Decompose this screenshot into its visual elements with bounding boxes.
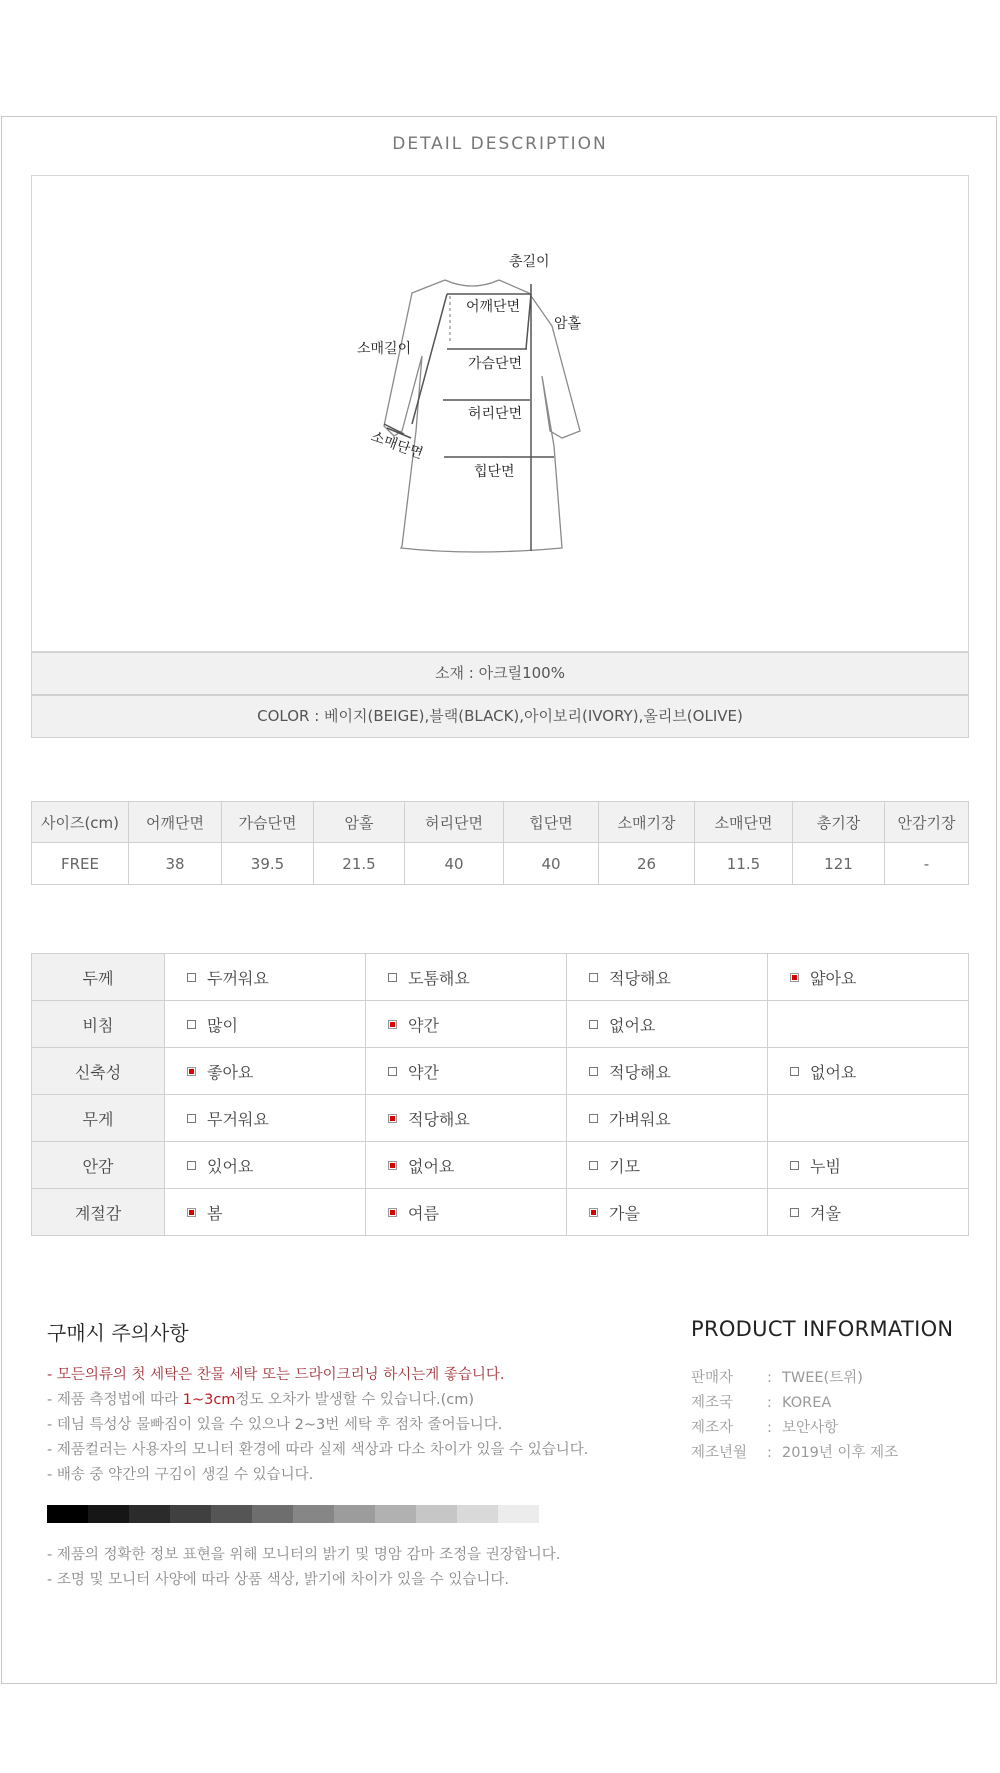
checked-box-icon [187,1208,196,1217]
checked-box-icon [388,1020,397,1029]
size-cell: 40 [405,843,504,885]
property-option-cell [768,1095,969,1142]
property-option-cell [366,1189,567,1236]
property-option [567,966,767,989]
info-value: TWEE(트위) [782,1370,863,1386]
property-option [768,1154,968,1177]
purchase-notice-heading: 구매시 주의사항 [47,1321,189,1345]
unchecked-box-icon [589,1020,598,1029]
unchecked-box-icon [388,973,397,982]
grayscale-swatch [129,1505,170,1523]
property-option-label: 많이 [207,1015,238,1035]
unchecked-box-icon [790,1161,799,1170]
unchecked-box-icon [589,973,598,982]
property-option-cell [366,954,567,1001]
grayscale-bar [47,1505,539,1523]
grayscale-swatch [47,1505,88,1523]
property-option-cell [768,1142,969,1189]
property-option [165,1013,365,1036]
property-option [366,1060,566,1083]
property-option-label: 적당해요 [408,1109,470,1129]
size-cell: FREE [32,843,129,885]
notice-item: - 조명 및 모니터 사양에 따라 상품 색상, 밝기에 차이가 있을 수 있습니다. [47,1572,509,1588]
label-sleeve-width: 소매단면 [368,428,425,463]
property-option-label: 적당해요 [609,968,671,988]
property-option-cell [567,1142,768,1189]
unchecked-box-icon [187,973,196,982]
size-cell: - [885,843,969,885]
property-label: 안감 [32,1142,165,1189]
unchecked-box-icon [187,1020,196,1029]
product-info-item [691,1391,898,1416]
size-header-cell: 힙단면 [504,802,599,843]
sleeve-length-line [412,294,447,424]
property-option [165,1107,365,1130]
info-key: 제조년월 [691,1445,748,1461]
property-option-label: 없어요 [408,1156,455,1176]
grayscale-swatch [498,1505,539,1523]
checked-box-icon [790,973,799,982]
notice-item: - 배송 중 약간의 구김이 생길 수 있습니다. [47,1467,314,1483]
property-option-cell [165,1189,366,1236]
info-sep: : [767,1370,772,1386]
property-option [567,1107,767,1130]
grayscale-swatch [88,1505,129,1523]
unchecked-box-icon [790,1067,799,1076]
info-value: 2019년 이후 제조 [782,1445,899,1461]
notice-item: - 모든의류의 첫 세탁은 찬물 세탁 또는 드라이크리닝 하시는게 좋습니다. [47,1367,505,1383]
unchecked-box-icon [589,1067,598,1076]
notice-item: - 제품컬러는 사용자의 모니터 환경에 따라 실제 색상과 다소 차이가 있을 수 있습니다. [47,1442,589,1458]
grayscale-swatch [457,1505,498,1523]
property-option-cell [768,1001,969,1048]
property-option [768,1060,968,1083]
product-info-item [691,1366,898,1391]
size-cell: 121 [793,843,885,885]
info-key: 판매자 [691,1370,734,1386]
grayscale-swatch [170,1505,211,1523]
property-option-label: 얇아요 [810,968,857,988]
size-diagram [31,175,969,652]
color-row: COLOR : 베이지(BEIGE),블랙(BLACK),아이보리(IVORY),올리브(OLIVE) [31,695,969,738]
size-cell: 39.5 [222,843,314,885]
notice-item: - 데님 특성상 물빠짐이 있을 수 있으나 2~3번 세탁 후 점차 줄어듭니다. [47,1417,503,1433]
label-hip: 힙단면 [474,464,515,480]
property-option-label: 봄 [207,1203,223,1223]
size-cell: 21.5 [314,843,405,885]
size-header-cell: 소매단면 [695,802,793,843]
property-option [768,1201,968,1224]
property-option-cell [366,1048,567,1095]
property-label: 두께 [32,954,165,1001]
label-waist: 허리단면 [468,406,523,422]
property-option [366,966,566,989]
neckline [445,280,499,286]
size-header-cell: 가슴단면 [222,802,314,843]
size-header-cell: 허리단면 [405,802,504,843]
property-option-label: 있어요 [207,1156,254,1176]
grayscale-swatch [211,1505,252,1523]
property-option-cell [567,1001,768,1048]
unchecked-box-icon [790,1208,799,1217]
property-option-cell [165,1095,366,1142]
property-option [366,1201,566,1224]
fabric-properties-table [31,953,969,1236]
property-option-label: 가을 [609,1203,640,1223]
property-option [165,1201,365,1224]
property-option-label: 약간 [408,1062,439,1082]
info-sep: : [767,1420,772,1436]
info-sep: : [767,1445,772,1461]
property-option-label: 약간 [408,1015,439,1035]
label-shoulder: 어깨단면 [466,299,521,315]
size-cell: 38 [129,843,222,885]
property-option-label: 무거워요 [207,1109,269,1129]
notice-highlight: 1~3cm [182,1392,236,1408]
property-option-label: 겨울 [810,1203,841,1223]
product-info-item [691,1441,898,1466]
property-option-cell [165,1001,366,1048]
property-option [768,966,968,989]
property-option-label: 가벼워요 [609,1109,671,1129]
label-armhole: 암홀 [554,316,582,332]
size-table-header [32,802,969,843]
property-option [567,1060,767,1083]
material-row: 소재 : 아크릴100% [31,652,969,695]
coat-diagram [32,176,968,651]
property-option-cell [366,1142,567,1189]
grayscale-swatch [375,1505,416,1523]
monitor-notice-list [47,1543,560,1593]
property-option-label: 좋아요 [207,1062,254,1082]
checked-box-icon [388,1114,397,1123]
checked-box-icon [589,1208,598,1217]
property-option [366,1154,566,1177]
product-info-item [691,1416,898,1441]
property-option [567,1201,767,1224]
property-option [567,1013,767,1036]
property-option-label: 기모 [609,1156,640,1176]
property-option-cell [567,954,768,1001]
grayscale-swatch [334,1505,375,1523]
property-option [366,1013,566,1036]
unchecked-box-icon [187,1161,196,1170]
unchecked-box-icon [187,1114,196,1123]
size-cell: 26 [599,843,695,885]
table-row [32,1001,969,1048]
property-option-cell [567,1189,768,1236]
info-value: 보안사항 [782,1420,839,1436]
property-option-label: 도톰해요 [408,968,470,988]
property-option-cell [768,954,969,1001]
notice-item [47,1388,647,1413]
size-cell: 11.5 [695,843,793,885]
property-option [165,966,365,989]
info-sep: : [767,1395,772,1411]
purchase-notice-list [47,1363,647,1488]
table-row [32,954,969,1001]
property-option-cell [567,1095,768,1142]
unchecked-box-icon [589,1161,598,1170]
property-option-cell [366,1001,567,1048]
size-table [31,801,969,885]
property-option-label: 없어요 [810,1062,857,1082]
notice-item: - 제품의 정확한 정보 표현을 위해 모니터의 밝기 및 명암 감마 조정을 권장합니다. [47,1547,561,1563]
property-option-cell [366,1095,567,1142]
table-row [32,1048,969,1095]
size-cell: 40 [504,843,599,885]
grayscale-swatch [252,1505,293,1523]
property-option-cell [768,1048,969,1095]
property-option-label: 누빔 [810,1156,841,1176]
table-row [32,1095,969,1142]
checked-box-icon [388,1161,397,1170]
label-sleeve-length: 소매길이 [357,341,412,357]
info-key: 제조국 [691,1395,734,1411]
table-row [32,843,969,885]
property-option-cell [165,954,366,1001]
property-label: 비침 [32,1001,165,1048]
info-key: 제조자 [691,1420,734,1436]
unchecked-box-icon [589,1114,598,1123]
property-option-cell [165,1048,366,1095]
grayscale-swatch [416,1505,457,1523]
size-header-cell: 사이즈(cm) [32,802,129,843]
label-total-length: 총길이 [509,254,550,270]
table-row [32,1142,969,1189]
size-header-cell: 어깨단면 [129,802,222,843]
property-option [165,1154,365,1177]
property-option-label: 여름 [408,1203,439,1223]
property-option-cell [768,1189,969,1236]
property-option-cell [567,1048,768,1095]
notice-text: - 제품 측정법에 따라 [47,1392,183,1408]
info-value: KOREA [782,1395,832,1411]
grayscale-swatch [293,1505,334,1523]
checked-box-icon [187,1067,196,1076]
unchecked-box-icon [388,1067,397,1076]
property-option-label: 없어요 [609,1015,656,1035]
property-option [165,1060,365,1083]
property-option-cell [165,1142,366,1189]
table-row [32,1189,969,1236]
property-option-label: 적당해요 [609,1062,671,1082]
label-chest: 가슴단면 [468,356,523,372]
notice-text: 정도 오차가 발생할 수 있습니다.(cm) [235,1392,474,1408]
size-header-cell: 총기장 [793,802,885,843]
checked-box-icon [388,1208,397,1217]
property-label: 무게 [32,1095,165,1142]
property-option-label: 두꺼워요 [207,968,269,988]
size-header-cell: 안감기장 [885,802,969,843]
size-header-cell: 소매기장 [599,802,695,843]
property-option [366,1107,566,1130]
size-header-cell: 암홀 [314,802,405,843]
product-info-heading: PRODUCT INFORMATION [691,1317,954,1341]
property-label: 신축성 [32,1048,165,1095]
section-title: DETAIL DESCRIPTION [392,134,608,154]
property-option [567,1154,767,1177]
property-label: 계절감 [32,1189,165,1236]
product-info-list [691,1366,898,1466]
